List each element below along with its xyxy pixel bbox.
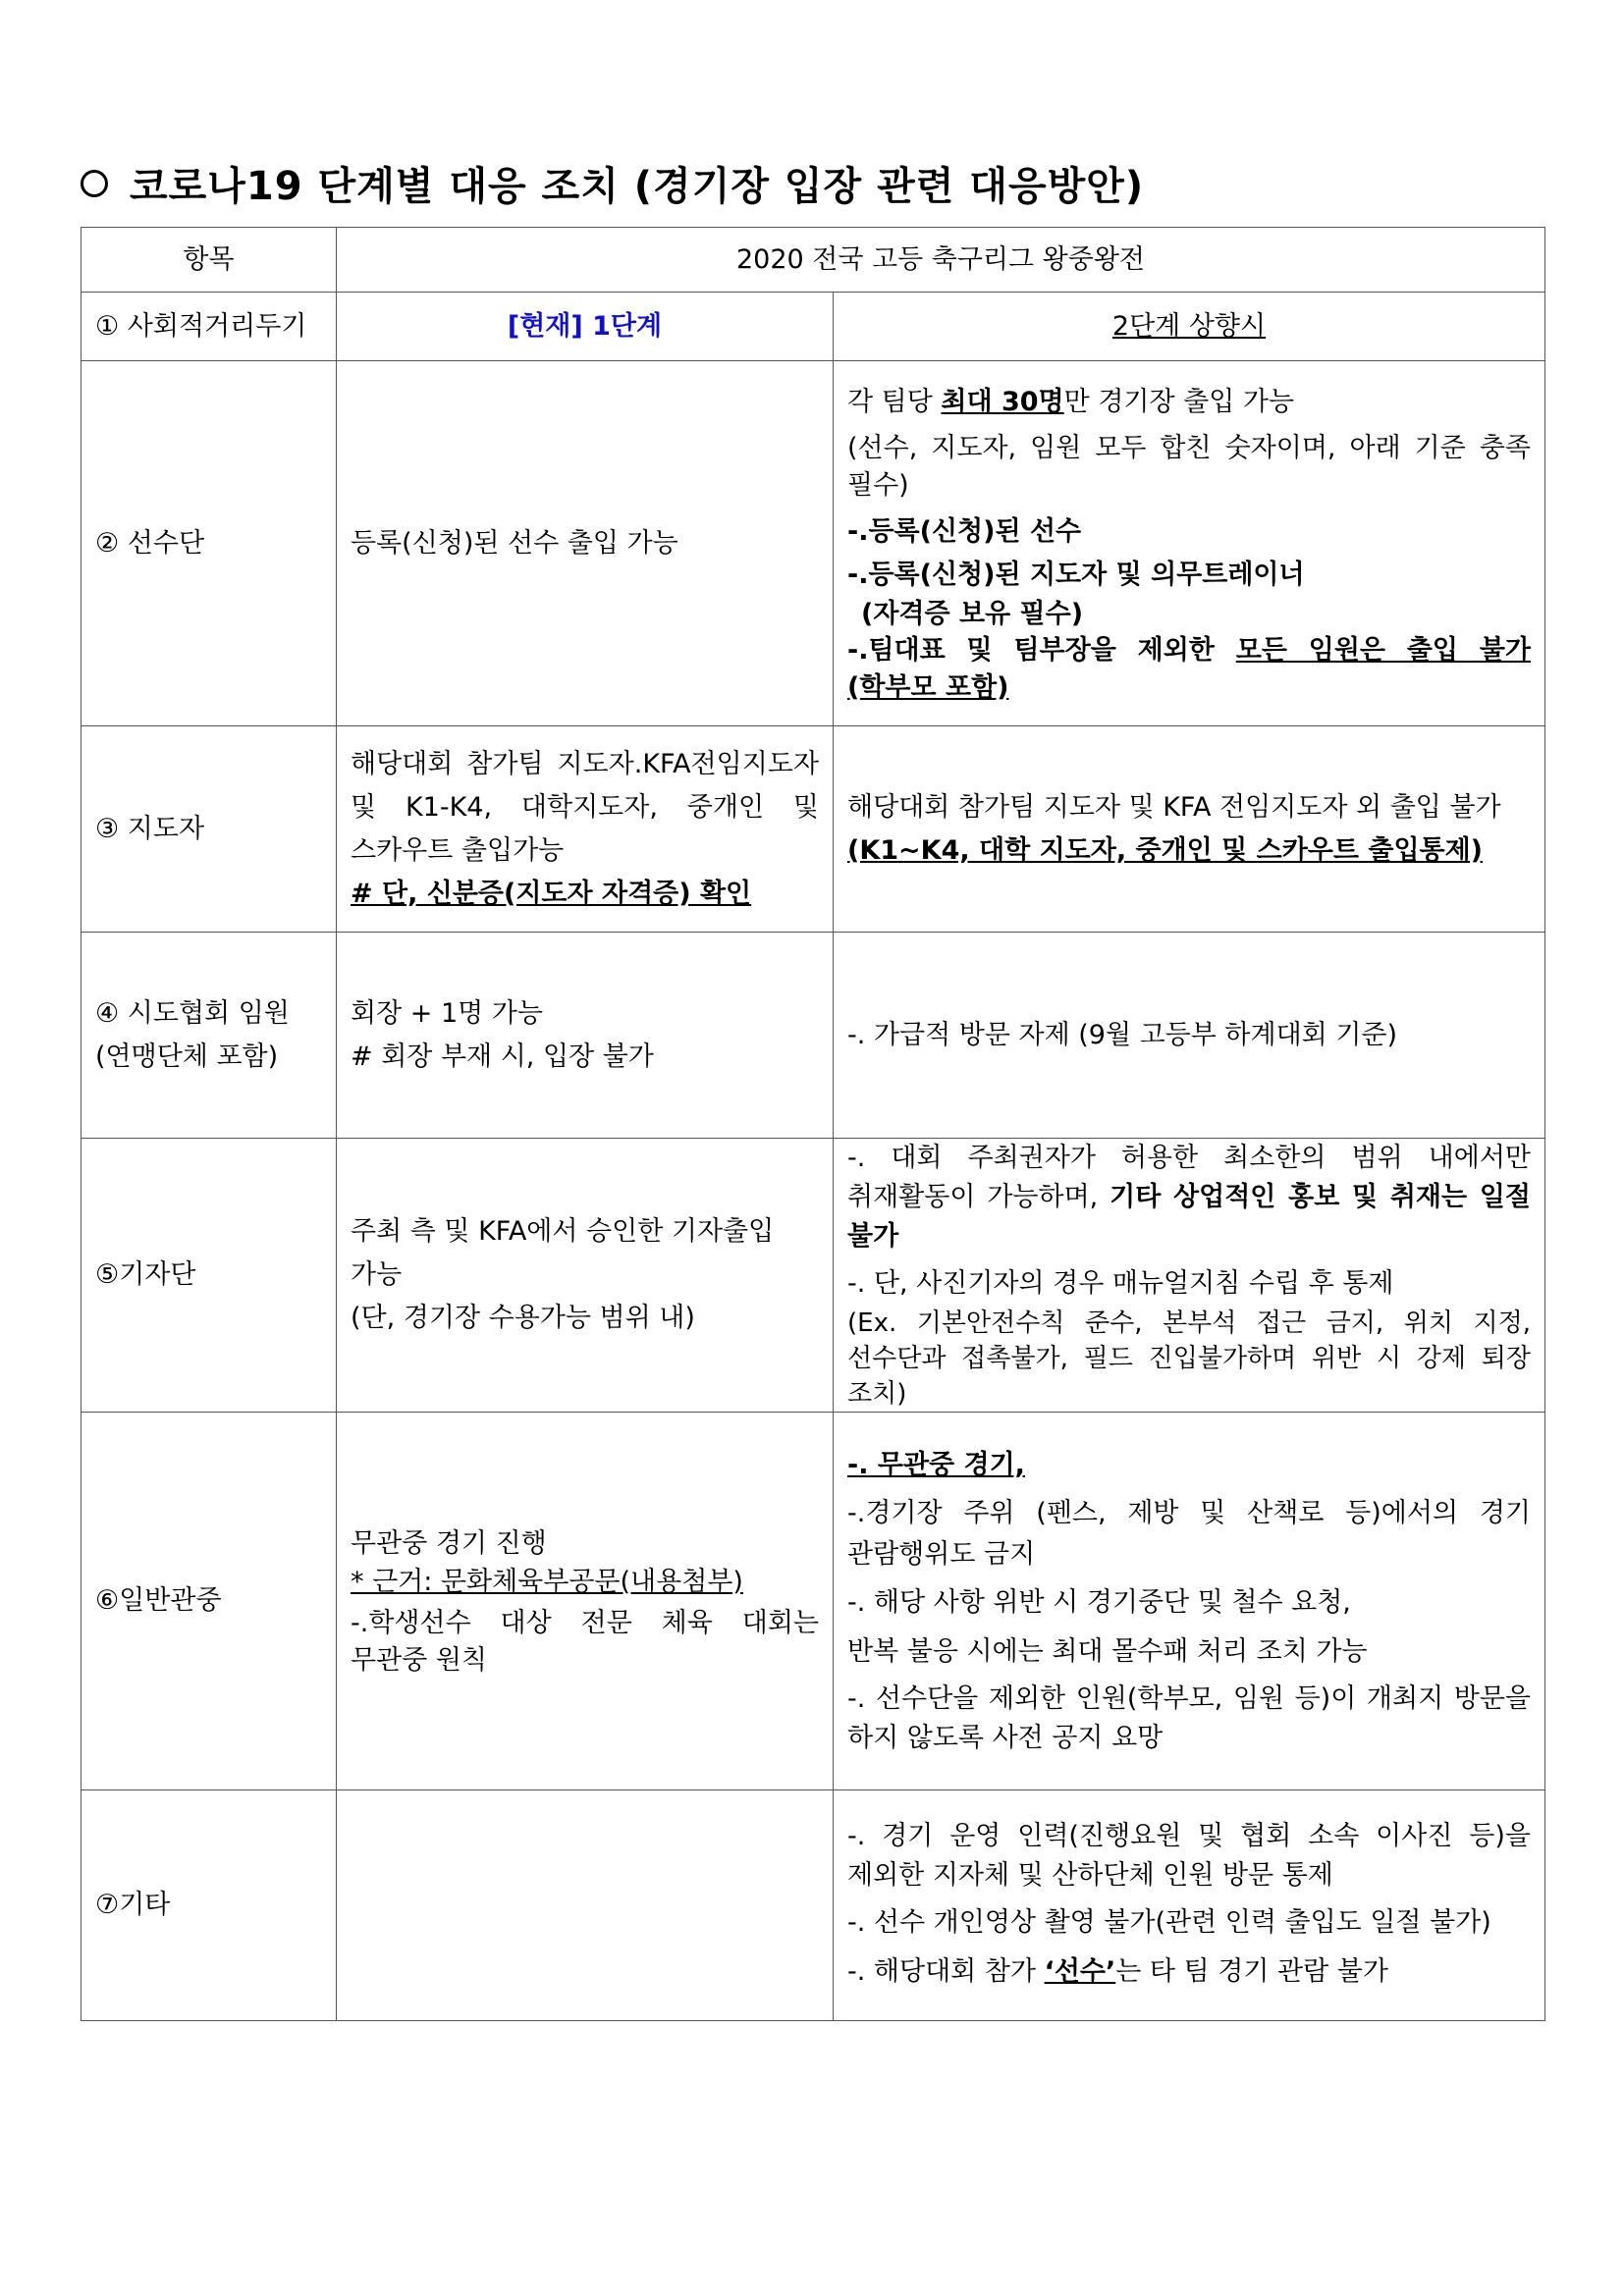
coaches-current-line1: 해당대회 참가팀 지도자.KFA전임지도자 및 K1-K4, 대학지도자, 중개인 및 스카우트 출입가능	[351, 748, 819, 866]
coaches-label: ③ 지도자	[81, 726, 337, 933]
coaches-raised-line2: (K1~K4, 대학 지도자, 중개인 및 스카우트 출입통제)	[847, 834, 1484, 866]
other-raised-line1: -. 경기 운영 인력(진행요원 및 협회 소속 이사진 등)을 제외한 지자체 및 산하단체 인원 방문 통제	[847, 1821, 1531, 1891]
table-header-row	[81, 228, 1545, 293]
distancing-label: ① 사회적거리두기	[81, 293, 337, 361]
row-distancing	[81, 293, 1545, 361]
coaches-current	[337, 726, 834, 933]
header-item-cell: 항목	[81, 228, 337, 293]
officials-label-line1: ④ 시도협회 임원	[95, 997, 290, 1029]
row-press	[81, 1139, 1545, 1413]
distancing-raised-stage: 2단계 상향시	[834, 293, 1545, 361]
coaches-raised	[834, 726, 1545, 933]
other-label: ⑦기타	[81, 1790, 337, 2021]
header-event-cell: 2020 전국 고등 축구리그 왕중왕전	[337, 228, 1545, 293]
press-current-line2: (단, 경기장 수용가능 범위 내)	[351, 1303, 695, 1333]
spectators-raised-line5: -. 선수단을 제외한 인원(학부모, 임원 등)이 개최지 방문을 하지 않도록 사전 공지 요망	[847, 1683, 1531, 1753]
other-raised-line2: -. 선수 개인영상 촬영 불가(관련 인력 출입도 일절 불가)	[847, 1907, 1491, 1938]
players-raised-line4: -.등록(신청)된 지도자 및 의무트레이너	[847, 559, 1305, 590]
press-current-line1: 주최 측 및 KFA에서 승인한 기자출입 가능	[351, 1216, 775, 1290]
document-heading	[81, 155, 1144, 211]
row-other	[81, 1790, 1545, 2021]
spectators-current-line3: -.학생선수 대상 전문 체육 대회는 무관중 원칙	[351, 1608, 819, 1676]
heading-title: 코로나19 단계별 대응 조치 (경기장 입장 관련 대응방안)	[130, 164, 1145, 209]
press-raised-line2: -. 단, 사진기자의 경우 매뉴얼지침 수립 후 통제	[847, 1268, 1394, 1299]
spectators-current-line2: * 근거: 문화체육부공문(내용첨부)	[351, 1567, 743, 1597]
row-coaches	[81, 726, 1545, 933]
officials-label-line2: (연맹단체 포함)	[95, 1041, 279, 1072]
officials-current-line1: 회장 + 1명 가능	[351, 997, 543, 1029]
spectators-raised-line3: -. 해당 사항 위반 시 경기중단 및 철수 요청,	[847, 1587, 1351, 1618]
coaches-raised-line1: 해당대회 참가팀 지도자 및 KFA 전임지도자 외 출입 불가	[847, 791, 1501, 823]
spectators-label: ⑥일반관중	[81, 1413, 337, 1790]
press-raised-line3: (Ex. 기본안전수칙 준수, 본부석 접근 금지, 위치 지정, 선수단과 접촉불가, 필드 진입불가하며 위반 시 강제 퇴장 조치)	[847, 1308, 1531, 1409]
officials-raised: -. 가급적 방문 자제 (9월 고등부 하계대회 기준)	[834, 933, 1545, 1139]
row-officials	[81, 933, 1545, 1139]
coaches-current-line2: # 단, 신분증(지도자 자격증) 확인	[351, 878, 752, 909]
response-measures-table	[81, 227, 1545, 2021]
press-raised-line1: -. 대회 주최권자가 허용한 최소한의 범위 내에서만 취재활동이 가능하며, 기타 상업적인 홍보 및 취재는 일절 불가	[847, 1143, 1531, 1252]
spectators-raised-line1: -. 무관중 경기,	[847, 1450, 1025, 1480]
officials-label	[81, 933, 337, 1139]
distancing-current-stage: [현재] 1단계	[337, 293, 834, 361]
officials-current-line2: # 회장 부재 시, 입장 불가	[351, 1041, 654, 1072]
press-current	[337, 1139, 834, 1413]
spectators-current-line1: 무관중 경기 진행	[351, 1528, 547, 1559]
players-raised	[834, 361, 1545, 726]
players-label: ② 선수단	[81, 361, 337, 726]
row-spectators	[81, 1413, 1545, 1790]
other-current	[337, 1790, 834, 2021]
other-raised	[834, 1790, 1545, 2021]
spectators-current	[337, 1413, 834, 1790]
circle-bullet-icon	[81, 170, 108, 197]
officials-current	[337, 933, 834, 1139]
other-raised-line3: -. 해당대회 참가 ‘선수’는 타 팀 경기 관람 불가	[847, 1956, 1388, 1987]
spectators-raised	[834, 1413, 1545, 1790]
players-raised-line1: 각 팀당 최대 30명만 경기장 출입 가능	[847, 386, 1295, 417]
press-raised	[834, 1139, 1545, 1413]
row-players	[81, 361, 1545, 726]
players-raised-line5: (자격증 보유 필수)	[861, 598, 1084, 629]
players-raised-line2: (선수, 지도자, 임원 모두 합친 숫자이며, 아래 기준 충족 필수)	[847, 432, 1531, 501]
players-current: 등록(신청)된 선수 출입 가능	[337, 361, 834, 726]
press-label: ⑤기자단	[81, 1139, 337, 1413]
players-raised-line3: -.등록(신청)된 선수	[847, 515, 1082, 547]
players-raised-line6: -.팀대표 및 팀부장을 제외한 모든 임원은 출입 불가 (학부모 포함)	[847, 634, 1531, 703]
spectators-raised-line4: 반복 불응 시에는 최대 몰수패 처리 조치 가능	[847, 1636, 1368, 1667]
spectators-raised-line2: -.경기장 주위 (펜스, 제방 및 산책로 등)에서의 경기 관람행위도 금지	[847, 1498, 1531, 1570]
